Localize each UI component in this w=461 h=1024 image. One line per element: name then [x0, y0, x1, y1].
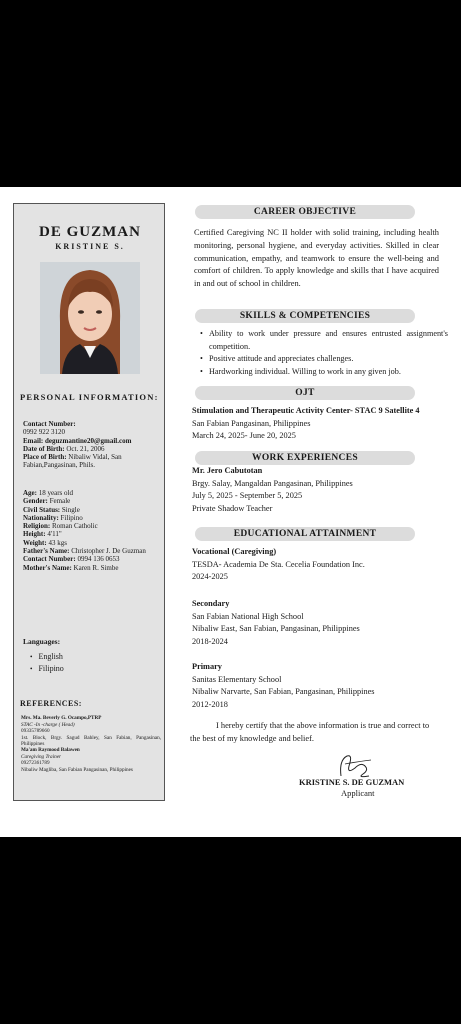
personal-info-title: PERSONAL INFORMATION:	[20, 392, 159, 402]
skill-item: • Positive attitude and appreciates challenges.	[200, 353, 448, 366]
main-column	[190, 187, 452, 837]
work-block: Mr. Jero Cabutotan Brgy. Salay, Mangaldan Pangasinan, Philippines July 5, 2025 - September 5, 2025 Private Shadow Teacher	[192, 466, 353, 513]
work-experiences-title: WORK EXPERIENCES	[195, 451, 415, 465]
skill-item: • Hardworking individual. Willing to work in any given job.	[200, 366, 448, 379]
reference-2: Ma'am Raymood Balawen Caregiving Trainer 09272361789 Nibaliw Magliba, San Fabian Pangasinan, Philippines	[21, 747, 133, 773]
firstname: KRISTINE S.	[55, 242, 125, 251]
reference-1: Mrs. Ma. Beverly G. Ocampo,PTRP STAC -In -charge ( Head) 09335789660 1st. Block, Brgy. Sagud Bahley, San Fabian, Pangasinan, Philippines	[21, 715, 161, 748]
ojt-title: OJT	[195, 386, 415, 400]
language-item: • English	[30, 651, 64, 663]
education-vocational: Vocational (Caregiving) TESDA- Academia De Sta. Cecelia Foundation Inc. 2024-2025	[192, 547, 365, 582]
sidebar	[13, 203, 165, 801]
skills-title: SKILLS & COMPETENCIES	[195, 309, 415, 323]
resume-page	[0, 187, 461, 837]
education-primary: Primary Sanitas Elementary School Nibaliw Narvarte, San Fabian, Pangasinan, Philippines 2012-2018	[192, 662, 375, 709]
skill-item: • Ability to work under pressure and ensures entrusted assignment's competition.	[200, 328, 448, 353]
profile-photo	[40, 262, 140, 374]
references-title: REFERENCES:	[20, 699, 82, 708]
signature-name: KRISTINE S. DE GUZMAN	[299, 777, 405, 787]
languages-list	[30, 651, 64, 675]
personal-details-block: Age: 18 years old Gender: Female Civil Status: Single Nationality: Filipino Religion: Roman Catholic Height: 4'11" Weight: 43 kgs Father's Name: Christopher J. De Guzman Contact Number: 0994 136 0653 Mother's Name: Karen R. Simbe	[23, 489, 146, 572]
signature-title: Applicant	[341, 788, 375, 798]
language-item: • Filipino	[30, 663, 64, 675]
career-objective-title: CAREER OBJECTIVE	[195, 205, 415, 219]
skills-list	[200, 328, 448, 378]
personal-info-block: Contact Number: 0992 922 3120 Email: deguzmantine20@gmail.com Date of Birth: Oct. 21, 2006 Place of Birth: Nibaliw Vidal, San Fabian,Pangasinan, Phils.	[23, 420, 132, 470]
education-title: EDUCATIONAL ATTAINMENT	[195, 527, 415, 541]
ojt-block: Stimulation and Therapeutic Activity Center- STAC 9 Satellite 4 San Fabian Pangasinan, Philippines March 24, 2025- June 20, 2025	[192, 406, 420, 441]
surname: DE GUZMAN	[39, 224, 141, 240]
education-secondary: Secondary San Fabian National High School Nibaliw East, San Fabian, Pangasinan, Philippines 2018-2024	[192, 599, 360, 646]
certification-text: I hereby certify that the above information is true and correct to the best of my knowledge and belief.	[190, 721, 430, 743]
languages-title: Languages:	[23, 637, 61, 646]
career-objective-text: Certified Caregiving NC II holder with solid training, including health monitoring, personal hygiene, and everyday activities. Skilled in clear communication, empathy, and teamwork to ensure the well-being and comfort of children. To apply knowledge and skills that I have acquired in and out of school in children.	[194, 228, 439, 289]
